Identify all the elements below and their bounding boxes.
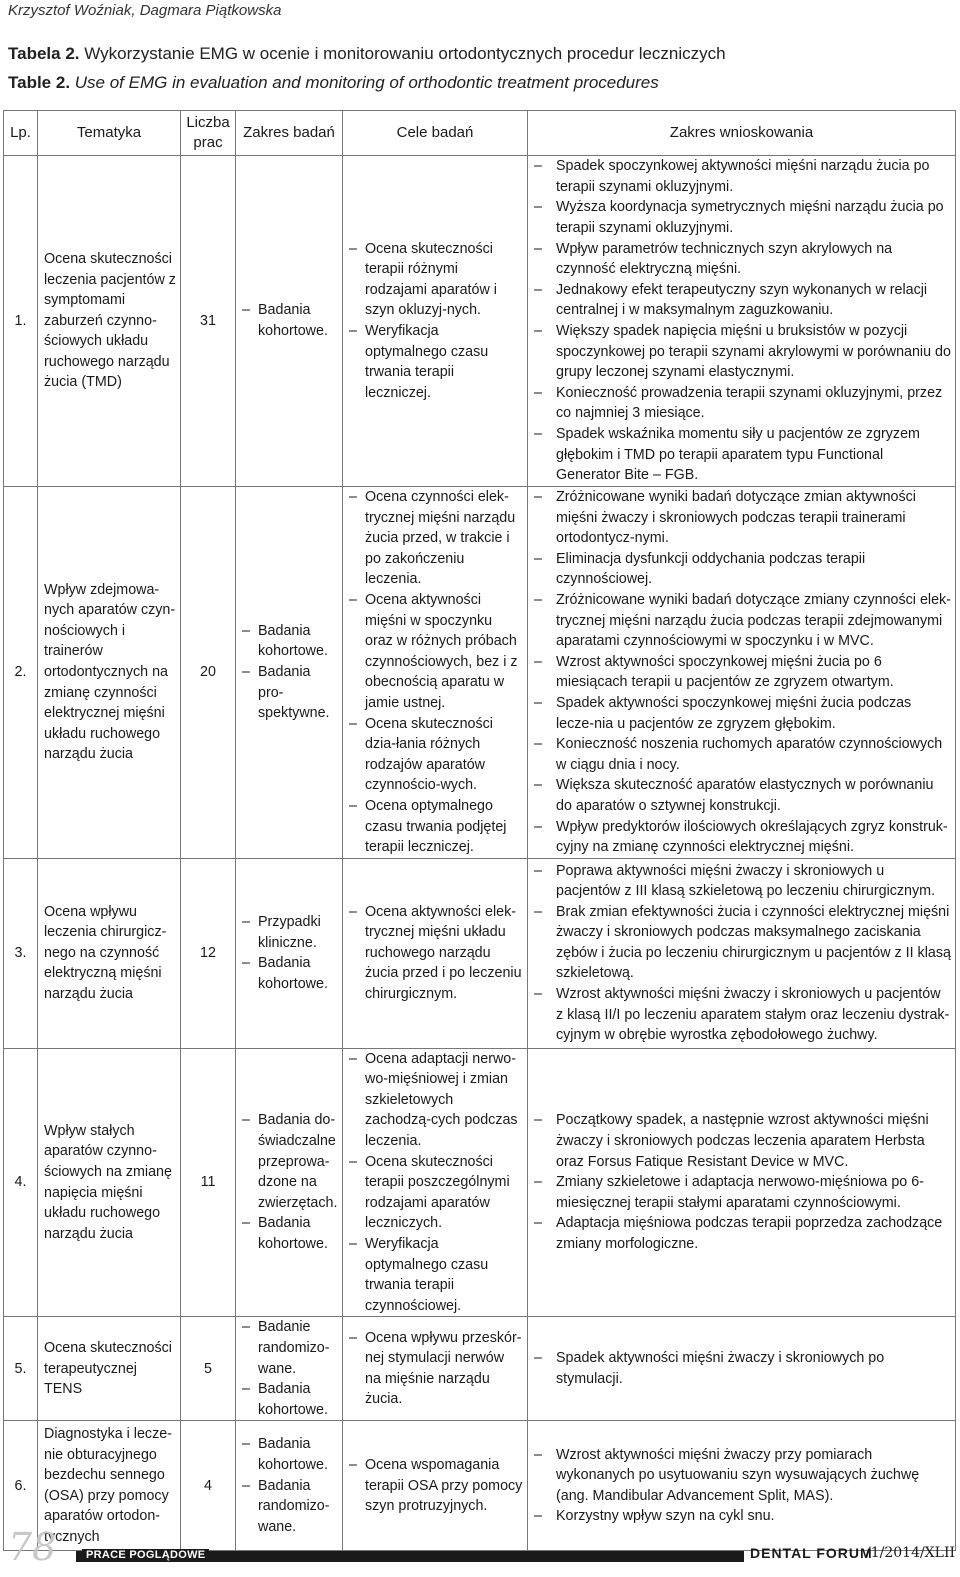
wnioski-item: – Zróżnicowane wyniki badań dotyczące zmiany czynności elek-trycznej mięśni narządu żucia podczas terapii zdejmowanymi aparatami czynnościowymi w spoczynku i w MVC. bbox=[532, 590, 951, 652]
zakres-list bbox=[240, 1434, 338, 1537]
cell-cele-badan bbox=[343, 1048, 528, 1317]
row-number: 3. bbox=[14, 944, 27, 961]
header-cele-badan: Cele badań bbox=[343, 111, 528, 156]
table-row bbox=[4, 1048, 956, 1317]
row-count: 12 bbox=[200, 944, 216, 961]
zakres-item: – Badania kohortowe. bbox=[240, 1434, 338, 1475]
cell-zakres-wnioskowania bbox=[528, 858, 956, 1048]
row-count: 20 bbox=[200, 664, 216, 681]
row-number: 1. bbox=[14, 312, 27, 329]
journal-name: DENTAL FORUM bbox=[750, 1545, 873, 1561]
wnioski-item: – Spadek aktywności spoczynkowej mięśni żucia podczas lecze-nia u pacjentów ze zgryzem głębokim. bbox=[532, 693, 951, 734]
wnioski-item: – Wyższa koordynacja symetrycznych mięśni narządu żucia po terapii szynami okluzyjnymi. bbox=[532, 197, 951, 238]
cell-tematyka bbox=[38, 487, 181, 859]
zakres-item: – Badanie randomizo-wane. bbox=[240, 1317, 338, 1379]
cele-item: – Ocena wspomagania terapii OSA przy pomocy szyn protruzyjnych. bbox=[347, 1455, 523, 1517]
cell-zakres-badan bbox=[236, 487, 343, 859]
row-count: 11 bbox=[200, 1174, 216, 1191]
cele-item: – Ocena skuteczności terapii różnymi rodzajami aparatów i szyn okluzyj-nych. bbox=[347, 239, 523, 321]
zakres-item: – Badania kohortowe. bbox=[240, 1379, 338, 1420]
wnioski-item: – Konieczność prowadzenia terapii szynami okluzyjnymi, przez co najmniej 3 miesiące. bbox=[532, 383, 951, 424]
cele-item: – Ocena wpływu przeskór-nej stymulacji nerwów na mięśnie narządu żucia. bbox=[347, 1328, 523, 1410]
wnioski-list bbox=[532, 861, 951, 1046]
cele-list bbox=[347, 1455, 523, 1517]
caption-polish-label: Tabela 2. bbox=[8, 44, 80, 63]
zakres-item: – Badania pro-spektywne. bbox=[240, 662, 338, 724]
wnioski-item: – Eliminacja dysfunkcji oddychania podczas terapii czynnościowej. bbox=[532, 549, 951, 590]
wnioski-list bbox=[532, 1445, 951, 1527]
row-count: 4 bbox=[204, 1477, 212, 1494]
cell-tematyka bbox=[38, 858, 181, 1048]
wnioski-list bbox=[532, 1110, 951, 1254]
cell-tematyka bbox=[38, 156, 181, 487]
row-topic: Ocena skuteczności leczenia pacjentów z symptomami zaburzeń czynno-ściowych układu ruchowego narządu żucia (TMD) bbox=[44, 250, 176, 391]
cell-cele-badan bbox=[343, 1317, 528, 1421]
wnioski-item: – Brak zmian efektywności żucia i czynności elektrycznej mięśni żwaczy i skroniowych podczas maksymalnego zaciskania zębów i żucia po leczeniu chirurgicznym u pacjentów z II klasą szkieletową. bbox=[532, 902, 951, 984]
cell-zakres-badan bbox=[236, 1048, 343, 1317]
cele-list bbox=[347, 1328, 523, 1410]
wnioski-item: – Wpływ parametrów technicznych szyn akrylowych na czynność elektryczną mięśni. bbox=[532, 239, 951, 280]
page-footer bbox=[0, 1525, 960, 1577]
wnioski-item: – Zróżnicowane wyniki badań dotyczące zmian aktywności mięśni żwaczy i skroniowych podczas terapii trainerami ortodontycz-nymi. bbox=[532, 487, 951, 549]
header-liczba-prac: Liczba prac bbox=[181, 111, 236, 156]
cele-item: – Ocena aktywności mięśni w spoczynku oraz w różnych próbach czynnościowych, bez i z obecnością aparatu w jamie ustnej. bbox=[347, 590, 523, 714]
wnioski-item: – Wzrost aktywności mięśni żwaczy przy pomiarach wykonanych po usytuowaniu szyn wysuwających żuchwę (ang. Mandibular Advancement Split, MAS). bbox=[532, 1445, 951, 1507]
table-row bbox=[4, 156, 956, 487]
caption-english-label: Table 2. bbox=[8, 73, 71, 92]
row-count: 31 bbox=[200, 312, 216, 329]
cell-lp bbox=[4, 858, 38, 1048]
wnioski-item: – Jednakowy efekt terapeutyczny szyn wykonanych w relacji centralnej i w maksymalnym zaguzkowaniu. bbox=[532, 280, 951, 321]
wnioski-item: – Poprawa aktywności mięśni żwaczy i skroniowych u pacjentów z III klasą szkieletową po leczeniu chirurgicznym. bbox=[532, 861, 951, 902]
zakres-item: – Przypadki kliniczne. bbox=[240, 912, 338, 953]
cell-tematyka bbox=[38, 1048, 181, 1317]
zakres-item: – Badania kohortowe. bbox=[240, 621, 338, 662]
row-number: 2. bbox=[14, 664, 27, 681]
zakres-list bbox=[240, 912, 338, 994]
cele-item: – Ocena aktywności elek-trycznej mięśni układu ruchowego narządu żucia przed i po leczeniu chirurgicznym. bbox=[347, 902, 523, 1005]
caption-polish bbox=[8, 44, 726, 64]
zakres-list bbox=[240, 621, 338, 724]
row-topic: Diagnostyka i lecze-nie obturacyjnego bezdechu sennego (OSA) przy pomocy aparatów ortodon-tycznych bbox=[44, 1426, 172, 1546]
wnioski-item: – Wzrost aktywności spoczynkowej mięśni żucia po 6 miesiącach terapii u pacjentów ze zgryzem otwartym. bbox=[532, 652, 951, 693]
zakres-item: – Badania kohortowe. bbox=[240, 300, 338, 341]
row-number: 6. bbox=[14, 1477, 27, 1494]
cell-lp bbox=[4, 1317, 38, 1421]
row-number: 4. bbox=[14, 1174, 27, 1191]
cell-lp bbox=[4, 156, 38, 487]
wnioski-list bbox=[532, 487, 951, 858]
wnioski-item: – Spadek wskaźnika momentu siły u pacjentów ze zgryzem głębokim i TMD po terapii aparatem typu Functional Generator Bite – FGB. bbox=[532, 424, 951, 486]
wnioski-item: – Wpływ predyktorów ilościowych określających zgryz konstruk-cyjny na zmianę czynności elektrycznej mięśni. bbox=[532, 817, 951, 858]
header-zakres-badan: Zakres badań bbox=[236, 111, 343, 156]
cele-item: – Ocena skuteczności dzia-łania różnych rodzajów aparatów czynnościo-wych. bbox=[347, 714, 523, 796]
cele-list bbox=[347, 1049, 523, 1317]
header-tematyka: Tematyka bbox=[38, 111, 181, 156]
zakres-item: – Badania kohortowe. bbox=[240, 953, 338, 994]
cell-tematyka bbox=[38, 1317, 181, 1421]
wnioski-item: – Większa skuteczność aparatów elastycznych w porównaniu do aparatów o sztywnej konstrukcji. bbox=[532, 775, 951, 816]
cell-cele-badan bbox=[343, 487, 528, 859]
cell-zakres-badan bbox=[236, 858, 343, 1048]
cele-item: – Weryfikacja optymalnego czasu trwania terapii leczniczej. bbox=[347, 321, 523, 403]
header-zakres-wnioskowania: Zakres wnioskowania bbox=[528, 111, 956, 156]
wnioski-item: – Spadek spoczynkowej aktywności mięśni narządu żucia po terapii szynami okluzyjnymi. bbox=[532, 156, 951, 197]
zakres-list bbox=[240, 1110, 338, 1254]
wnioski-list bbox=[532, 156, 951, 486]
zakres-item: – Badania do-świadczalne przeprowa-dzone na zwierzętach. bbox=[240, 1110, 338, 1213]
cell-liczba-prac bbox=[181, 487, 236, 859]
caption-english-text: Use of EMG in evaluation and monitoring of orthodontic treatment procedures bbox=[70, 73, 659, 92]
zakres-item: – Badania kohortowe. bbox=[240, 1213, 338, 1254]
wnioski-item: – Wzrost aktywności mięśni żwaczy i skroniowych u pacjentów z klasą II/I po leczeniu aparatem stałym oraz leczeniu dystrak-cyjnym w obrębie wyrostka zębodołowego żuchwy. bbox=[532, 984, 951, 1046]
row-topic: Wpływ zdejmowa-nych aparatów czyn-nościowych i trainerów ortodontycznych na zmianę czynności elektrycznej mięśni układu ruchowego narządu żucia bbox=[44, 581, 176, 763]
header-lp: Lp. bbox=[4, 111, 38, 156]
table-row bbox=[4, 487, 956, 859]
cele-list bbox=[347, 487, 523, 858]
row-topic: Ocena wpływu leczenia chirurgicz-nego na czynność elektryczną mięśni narządu żucia bbox=[44, 903, 167, 1003]
wnioski-item: – Spadek aktywności mięśni żwaczy i skroniowych po stymulacji. bbox=[532, 1348, 951, 1389]
cell-lp bbox=[4, 487, 38, 859]
cell-zakres-wnioskowania bbox=[528, 1317, 956, 1421]
section-label: PRACE POGLĄDOWE bbox=[82, 1549, 209, 1562]
authors: Krzysztof Woźniak, Dagmara Piątkowska bbox=[8, 2, 282, 19]
cele-list bbox=[347, 902, 523, 1005]
cell-zakres-badan bbox=[236, 156, 343, 487]
cell-zakres-badan bbox=[236, 1317, 343, 1421]
cell-liczba-prac bbox=[181, 858, 236, 1048]
cele-item: – Weryfikacja optymalnego czasu trwania terapii czynnościowej. bbox=[347, 1234, 523, 1316]
cell-zakres-wnioskowania bbox=[528, 1048, 956, 1317]
wnioski-item: – Korzystny wpływ szyn na cykl snu. bbox=[532, 1506, 951, 1527]
wnioski-item: – Adaptacja mięśniowa podczas terapii poprzedza zachodzące zmiany morfologiczne. bbox=[532, 1213, 951, 1254]
caption-english bbox=[8, 73, 659, 93]
row-topic: Ocena skuteczności terapeutycznej TENS bbox=[44, 1340, 172, 1398]
cele-list bbox=[347, 239, 523, 404]
cell-zakres-wnioskowania bbox=[528, 487, 956, 859]
issue-number: /1/2014/XLII bbox=[866, 1545, 956, 1561]
row-count: 5 bbox=[204, 1360, 212, 1377]
row-number: 5. bbox=[14, 1360, 27, 1377]
cell-lp bbox=[4, 1048, 38, 1317]
cell-liczba-prac bbox=[181, 1317, 236, 1421]
page-number: 78 bbox=[8, 1525, 57, 1569]
zakres-item: – Badania randomizo-wane. bbox=[240, 1476, 338, 1538]
cele-item: – Ocena adaptacji nerwo-wo-mięśniowej i zmian szkieletowych zachodzą-cych podczas leczenia. bbox=[347, 1049, 523, 1152]
row-topic: Wpływ stałych aparatów czynno-ściowych na zmianę napięcia mięśni układu ruchowego narządu żucia bbox=[44, 1122, 172, 1242]
zakres-list bbox=[240, 300, 338, 341]
table-header bbox=[4, 111, 956, 156]
wnioski-item: – Większy spadek napięcia mięśni u bruksistów w pozycji spoczynkowej po terapii szynami akrylowymi w porównaniu do grupy leczonej szynami elastycznymi. bbox=[532, 321, 951, 383]
wnioski-item: – Zmiany szkieletowe i adaptacja nerwowo-mięśniowa po 6-miesięcznej terapii stałymi aparatami czynnościowymi. bbox=[532, 1172, 951, 1213]
wnioski-item: – Konieczność noszenia ruchomych aparatów czynnościowych w ciągu dnia i nocy. bbox=[532, 734, 951, 775]
emg-table bbox=[3, 110, 956, 1551]
cele-item: – Ocena optymalnego czasu trwania podjętej terapii leczniczej. bbox=[347, 796, 523, 858]
caption-polish-text: Wykorzystanie EMG w ocenie i monitorowaniu ortodontycznych procedur leczniczych bbox=[79, 44, 726, 63]
cell-cele-badan bbox=[343, 156, 528, 487]
table-row bbox=[4, 858, 956, 1048]
wnioski-item: – Początkowy spadek, a następnie wzrost aktywności mięśni żwaczy i skroniowych podczas leczenia aparatem Herbsta oraz Forsus Fatique Resistant Device w MVC. bbox=[532, 1110, 951, 1172]
cell-liczba-prac bbox=[181, 156, 236, 487]
cele-item: – Ocena skuteczności terapii poszczególnymi rodzajami aparatów leczniczych. bbox=[347, 1152, 523, 1234]
table-row bbox=[4, 1317, 956, 1421]
zakres-list bbox=[240, 1317, 338, 1420]
cell-zakres-wnioskowania bbox=[528, 156, 956, 487]
wnioski-list bbox=[532, 1348, 951, 1389]
cell-liczba-prac bbox=[181, 1048, 236, 1317]
cell-cele-badan bbox=[343, 858, 528, 1048]
cele-item: – Ocena czynności elek-trycznej mięśni narządu żucia przed, w trakcie i po zakończeniu leczenia. bbox=[347, 487, 523, 590]
